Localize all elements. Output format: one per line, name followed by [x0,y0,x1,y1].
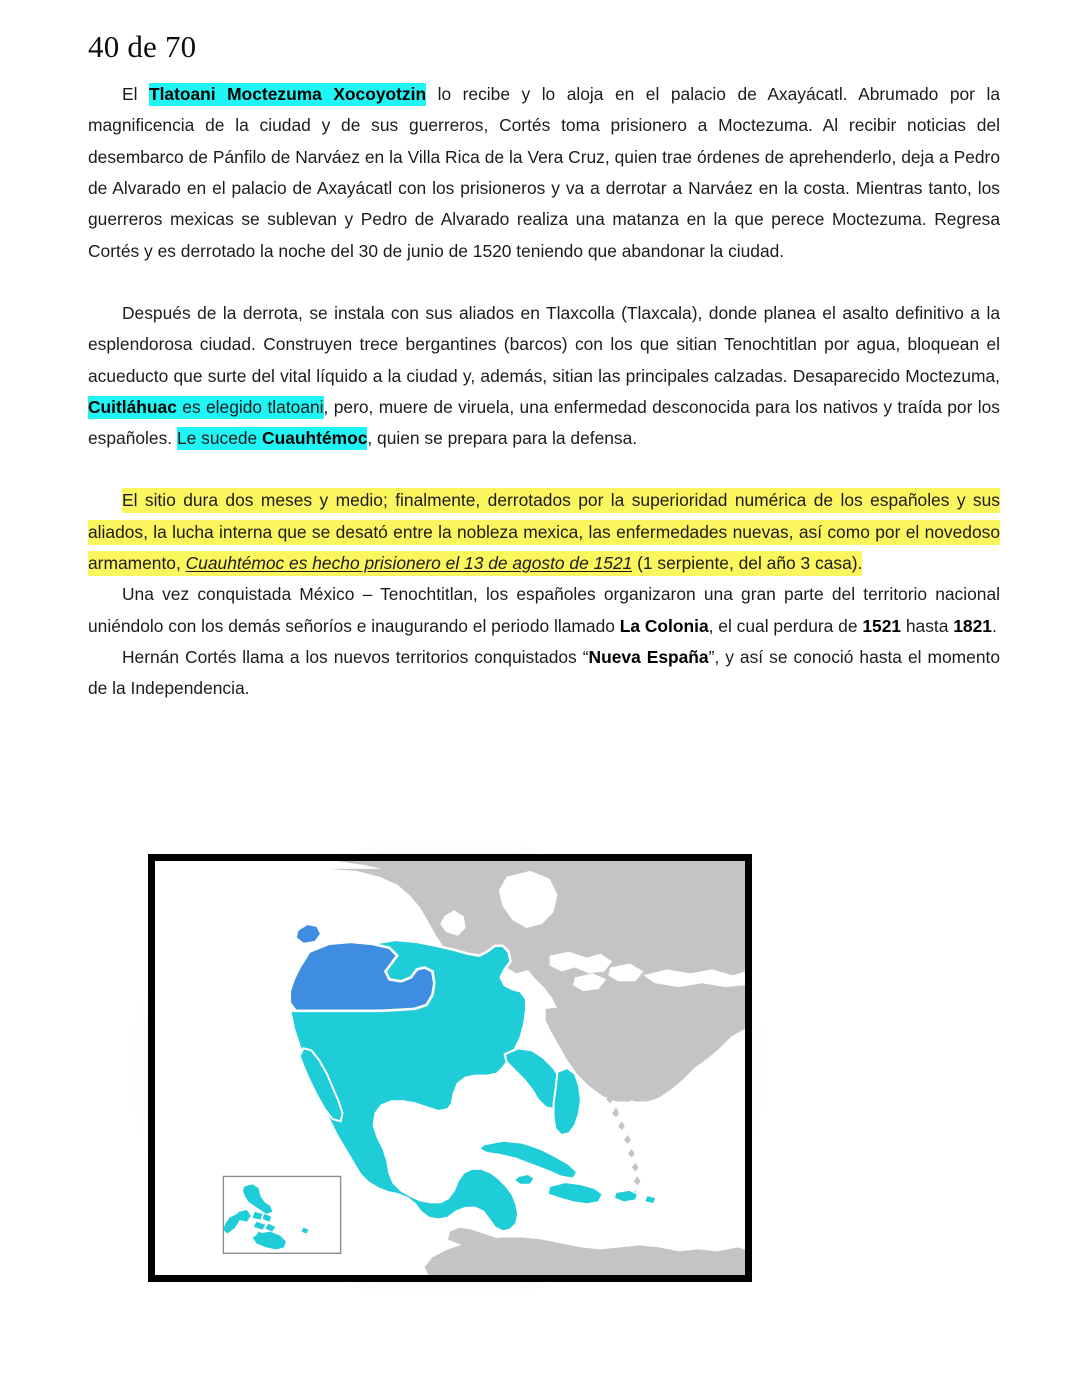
p5-run-2: ”, y así se conoció hasta el momento de la Independencia. [88,646,1001,699]
p3-yellow-run-2: (1 serpiente, del año 3 casa). [632,551,862,576]
p2-run-0: Después de la derrota, se instala con sus aliados en Tlaxcolla (Tlaxcala), donde planea el asalto definitivo a la esplendorosa ciudad. Construyen trece bergantines (barcos) con los que sitian Tenochtitlan por agua, bloquean el acueducto que surte del vital líquido a la ciudad y, además, sitian las principales calzadas. Desaparecido Moctezuma, [88,302,1000,386]
map-frame-border [148,854,752,1282]
philippines-inset [223,1176,340,1253]
p2-highlight-cuauhtemoc: Cuauhtémoc [262,428,368,449]
paragraph-3-highlighted [88,485,1000,579]
p5-run-0: Hernán Cortés llama a los nuevos territorios conquistados “ [122,646,589,667]
p2-highlight-le-sucede: Le sucede [176,428,263,449]
paragraph-spacer-1 [88,267,1000,298]
paragraph-spacer-2 [88,454,1000,485]
p5-bold-nueva-espana: Nueva España [588,646,709,667]
p4-bold-la-colonia: La Colonia [619,615,709,636]
p4-run-0: Una vez conquistada México – Tenochtitlan, los españoles organizaron una gran parte del territorio nacional uniéndolo con los demás señoríos e inaugurando el periodo llamado [88,584,1000,636]
p3-yellow-run-0: El sitio dura dos meses y medio; finalmente, derrotados por la superioridad numérica de los españoles y sus aliados, la lucha interna que se desató entre la nobleza mexica, las enfermedades nuevas, así como por el novedoso armamento, [88,488,1000,576]
p4-run-6: . [991,615,997,636]
p1-highlight-tlatoani: Tlatoani Moctezuma Xocoyotzin [148,84,427,105]
p1-run-0: El [122,84,149,105]
p3-italic-underline-run: Cuauhtémoc es hecho prisionero el 13 de agosto de 1521 [186,551,633,576]
paragraph-5 [88,642,1000,705]
paragraph-1 [88,79,1000,267]
p1-run-2: lo recibe y lo aloja en el palacio de Axayácatl. Abrumado por la magnificencia de la ciudad y de sus guerreros, Cortés toma prisionero a Moctezuma. Al recibir noticias del desembarco de Pánfilo de Narváez en la Villa Rica de la Vera Cruz, quien trae órdenes de aprehenderlo, deja a Pedro de Alvarado en el palacio de Axayácatl con los prisioneros y va a derrotar a Narváez en la costa. Mientras tanto, los guerreros mexicas se sublevan y Pedro de Alvarado realiza una matanza en la que perece Moctezuma. Regresa Cortés y es derrotado la noche del 30 de junio de 1520 teniendo que abandonar la ciudad. [88,84,1001,261]
p2-run-3: , pero, muere de viruela, una enfermedad desconocida para los nativos y traída por los españoles. [88,396,1000,449]
p4-bold-1521: 1521 [862,615,902,636]
p2-highlight-cuitlahuac: Cuitláhuac [88,396,177,417]
paragraph-2 [88,298,1000,454]
map-canvas [155,861,745,1275]
page-title: 40 de 70 [88,29,197,64]
p2-run-6: , quien se prepara para la defensa. [367,428,638,449]
text-column [88,28,1000,705]
p2-highlight-elegido-tlatoani: es elegido tlatoani [176,396,324,417]
paragraph-4 [88,579,1000,642]
p4-run-2: , el cual perdura de [708,615,863,636]
map-figure [140,847,760,1291]
p4-bold-1821: 1821 [953,615,992,636]
map-of-new-spain-svg [155,861,745,1275]
p4-run-4: hasta [901,615,954,636]
